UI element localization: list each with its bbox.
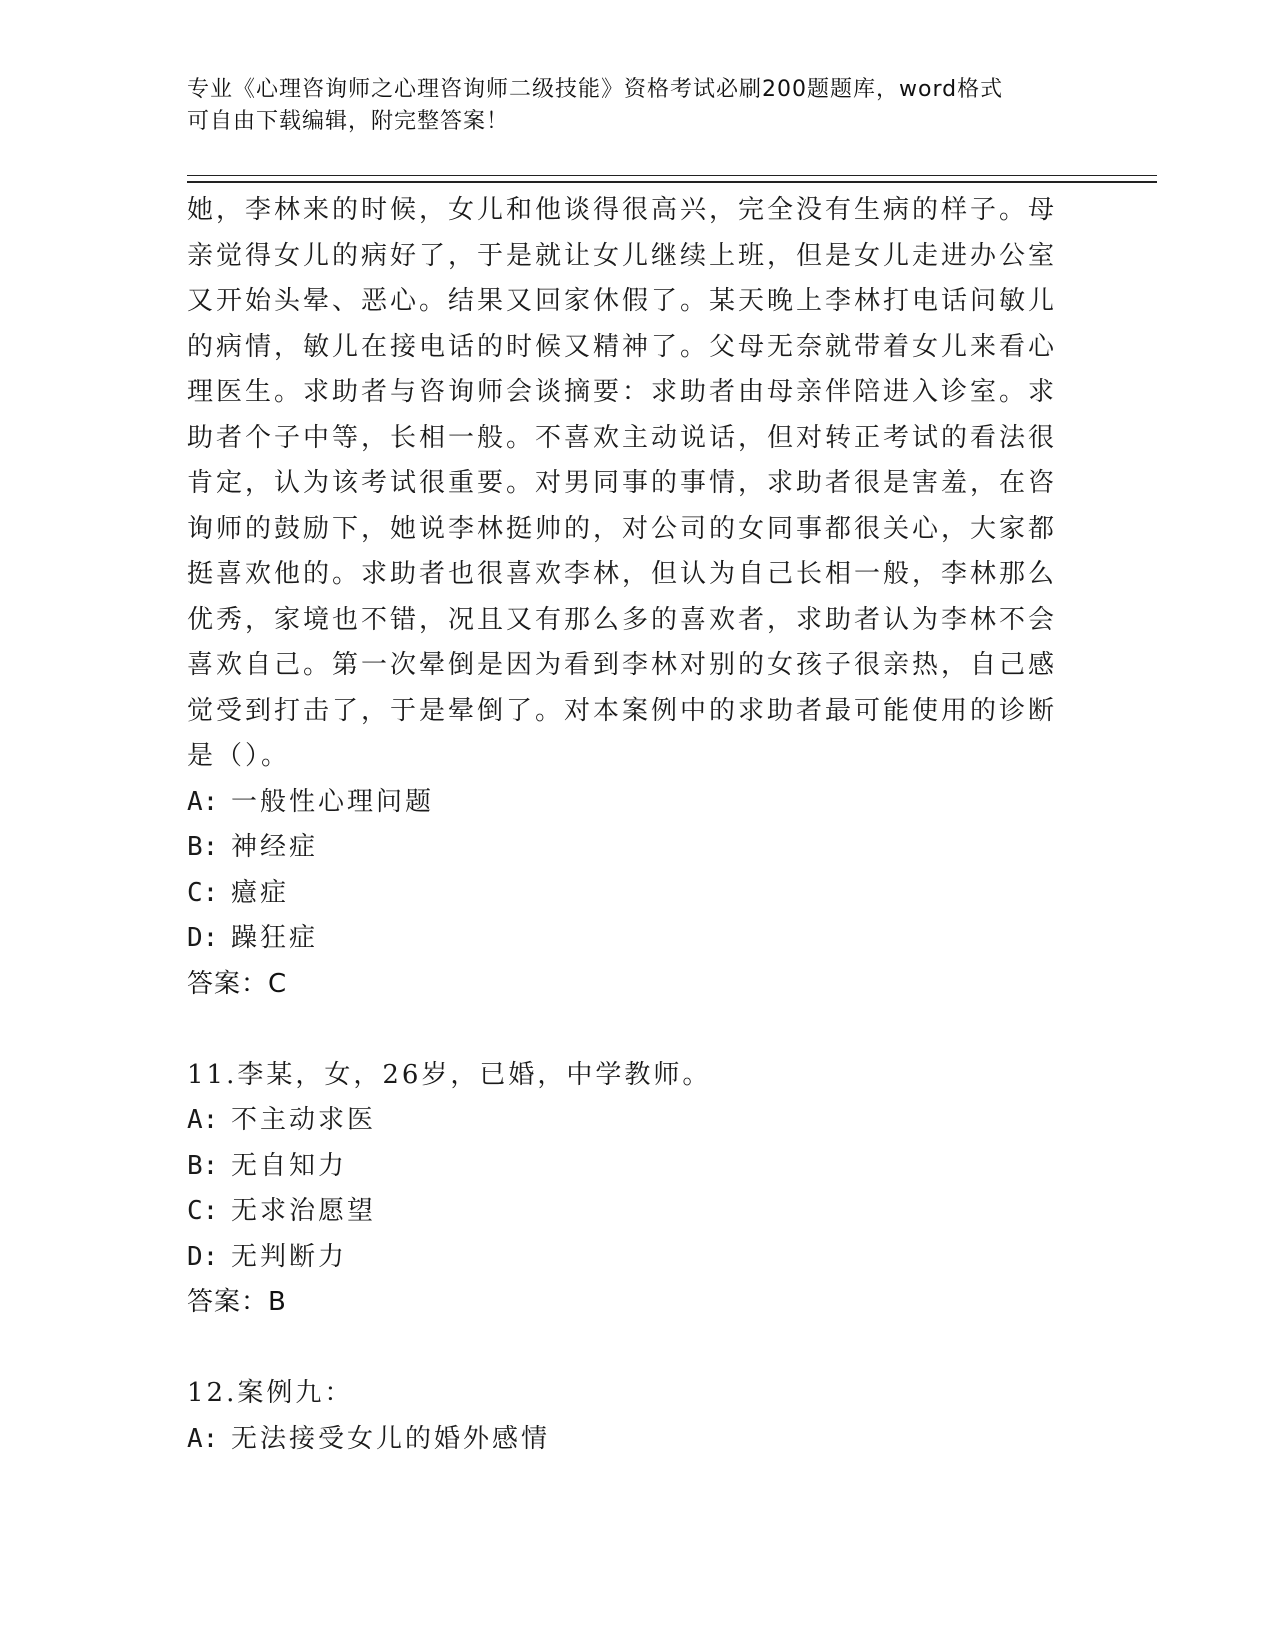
option-letter: C: [187, 1196, 219, 1226]
spacer [187, 1326, 1087, 1372]
option-text: 躁狂症 [231, 923, 319, 953]
option-c [187, 871, 1087, 917]
passage-line: 觉受到打击了，于是晕倒了。对本案例中的求助者最可能使用的诊断 [187, 695, 1058, 726]
passage-line: 优秀，家境也不错，况且又有那么多的喜欢者，求助者认为李林不会 [187, 604, 1058, 635]
header-divider-thin [187, 175, 1157, 176]
option-text: 无判断力 [231, 1241, 348, 1272]
option-text: 不主动求医 [231, 1105, 377, 1135]
option-a [187, 1098, 1087, 1144]
option-d [187, 916, 1087, 962]
document-body [187, 188, 1087, 1462]
page-header [187, 74, 1067, 138]
option-letter: B: [187, 1150, 219, 1181]
passage-line: 肯定，认为该考试很重要。对男同事的事情，求助者很是害羞，在咨 [187, 468, 1058, 498]
option-letter: D: [187, 923, 219, 953]
option-a [187, 1417, 1087, 1463]
passage-line: 喜欢自己。第一次晕倒是因为看到李林对别的女孩子很亲热，自己感 [187, 650, 1058, 680]
option-b [187, 1144, 1087, 1190]
option-text: 无求治愿望 [231, 1196, 377, 1226]
option-letter: D: [187, 1241, 219, 1272]
spacer [187, 1007, 1087, 1053]
passage-line: 是（）。 [187, 741, 291, 771]
option-b [187, 825, 1087, 871]
passage-line: 理医生。求助者与咨询师会谈摘要：求助者由母亲伴陪进入诊室。求 [187, 377, 1058, 407]
question-11-options [187, 1098, 1087, 1280]
option-letter: A: [187, 786, 219, 817]
question-12-options [187, 1417, 1087, 1463]
header-line-1: 专业《心理咨询师之心理咨询师二级技能》资格考试必刷200题题库，word格式 [187, 77, 1004, 102]
option-text: 癔症 [231, 877, 290, 908]
passage-line: 亲觉得女儿的病好了，于是就让女儿继续上班，但是女儿走进办公室 [187, 240, 1058, 271]
option-letter: A: [187, 1105, 219, 1135]
option-c [187, 1189, 1087, 1235]
passage-line: 挺喜欢他的。求助者也很喜欢李林，但认为自己长相一般，李林那么 [187, 559, 1058, 589]
option-letter: B: [187, 832, 219, 862]
passage-line: 询师的鼓励下，她说李林挺帅的，对公司的女同事都很关心，大家都 [187, 513, 1058, 544]
question-11-answer: 答案：B [187, 1287, 287, 1317]
option-text: 无自知力 [231, 1150, 348, 1181]
passage-line: 助者个子中等，长相一般。不喜欢主动说话，但对转正考试的看法很 [187, 422, 1058, 453]
question-12-title: 12.案例九： [187, 1378, 354, 1408]
question-11-title: 11.李某，女，26岁，已婚，中学教师。 [187, 1059, 712, 1090]
option-text: 无法接受女儿的婚外感情 [231, 1423, 551, 1454]
option-text: 一般性心理问题 [231, 786, 435, 817]
header-divider-thick [187, 181, 1157, 183]
passage-line: 她，李林来的时候，女儿和他谈得很高兴，完全没有生病的样子。母 [187, 195, 1058, 225]
option-text: 神经症 [231, 832, 319, 862]
question-10-passage [187, 188, 1087, 780]
option-letter: A: [187, 1423, 219, 1454]
passage-line: 的病情，敏儿在接电话的时候又精神了。父母无奈就带着女儿来看心 [187, 331, 1058, 362]
header-line-2: 可自由下载编辑，附完整答案！ [187, 109, 510, 134]
question-10-options [187, 780, 1087, 962]
passage-line: 又开始头晕、恶心。结果又回家休假了。某天晚上李林打电话问敏儿 [187, 286, 1058, 316]
option-a [187, 780, 1087, 826]
question-10-answer: 答案：C [187, 968, 288, 999]
option-letter: C: [187, 877, 219, 908]
option-d [187, 1235, 1087, 1281]
